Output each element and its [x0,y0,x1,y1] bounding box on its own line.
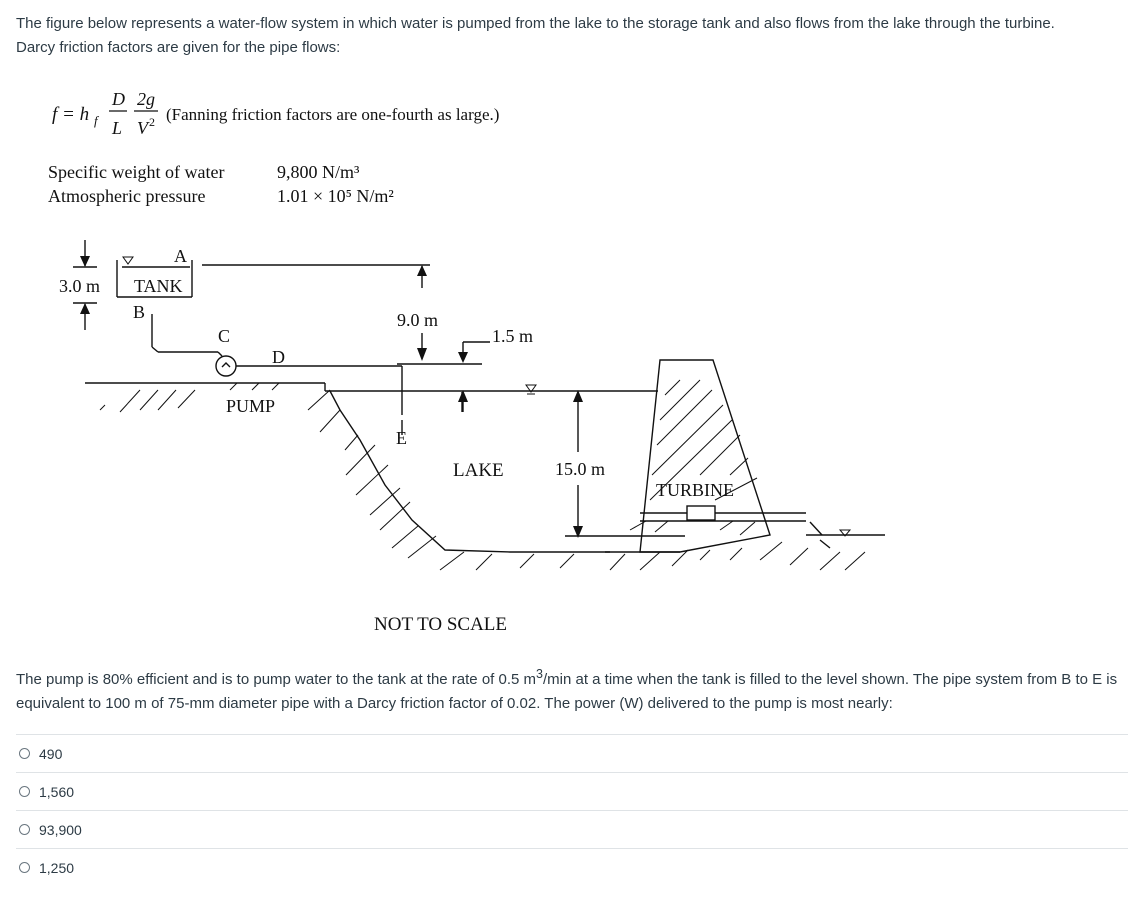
label-c: C [218,326,231,346]
label-d: D [272,347,285,367]
question-text [16,662,1131,716]
property-label: Atmospheric pressure [48,186,206,206]
answer-option[interactable] [16,772,1128,810]
darcy-formula [48,88,608,144]
label-tank: TANK [134,276,183,296]
question-part-2: /min at a time when the tank is filled to the level shown. The pipe system from B to E is equivalent to 100 m of 75-mm diameter pipe with a Darcy friction factor of 0.02. The power (W) delivered to the pump is most nearly: [16,671,1118,712]
intro-line-2: Darcy friction factors are given for the pipe flows: [16,39,341,56]
answer-label: 1,560 [39,783,75,800]
answer-option[interactable] [16,810,1128,848]
water-flow-system-figure [40,230,900,650]
dimension-tank-height: 3.0 m [59,276,101,296]
answer-label: 490 [39,745,63,762]
answer-label: 93,900 [39,821,82,838]
dimension-15m: 15.0 m [555,459,606,479]
question-part-1: The pump is 80% efficient and is to pump water to the tank at the rate of 0.5 m [16,671,537,688]
formula-frac2-exp: 2 [149,115,155,129]
answer-choices [16,734,1128,886]
label-e: E [396,428,407,448]
intro-line-1: The figure below represents a water-flow system in which water is pumped from the lake to the storage tank and also flows from the lake through the turbine. [16,15,1055,32]
radio-button[interactable] [19,824,30,835]
formula-lhs: f = h [52,104,90,125]
formula-frac1-num: D [112,89,125,109]
question-superscript: 3 [536,667,543,681]
label-pump: PUMP [226,396,276,416]
formula-frac1-den: L [112,118,123,138]
property-row [48,186,468,210]
answer-label: 1,250 [39,859,75,876]
formula-sub: f [94,113,98,128]
label-lake: LAKE [453,460,504,481]
dimension-1-5m: 1.5 m [492,326,534,346]
label-a: A [174,246,187,266]
answer-option[interactable] [16,848,1128,886]
formula-frac2-den: V [137,118,148,138]
intro-text [16,12,1131,60]
property-label: Specific weight of water [48,162,225,182]
radio-button[interactable] [19,786,30,797]
answer-option[interactable] [16,734,1128,772]
radio-button[interactable] [19,748,30,759]
formula-frac2-num: 2g [137,89,155,109]
dimension-9m: 9.0 m [397,310,439,330]
property-row [48,162,468,186]
label-turbine: TURBINE [656,480,734,500]
label-b: B [133,302,146,322]
properties-table [48,162,468,210]
not-to-scale-note: NOT TO SCALE [374,614,508,635]
radio-button[interactable] [19,862,30,873]
property-value: 1.01 × 10⁵ N/m² [277,186,394,206]
formula-note: (Fanning friction factors are one-fourth as large.) [166,105,500,124]
property-value: 9,800 N/m³ [277,162,360,182]
